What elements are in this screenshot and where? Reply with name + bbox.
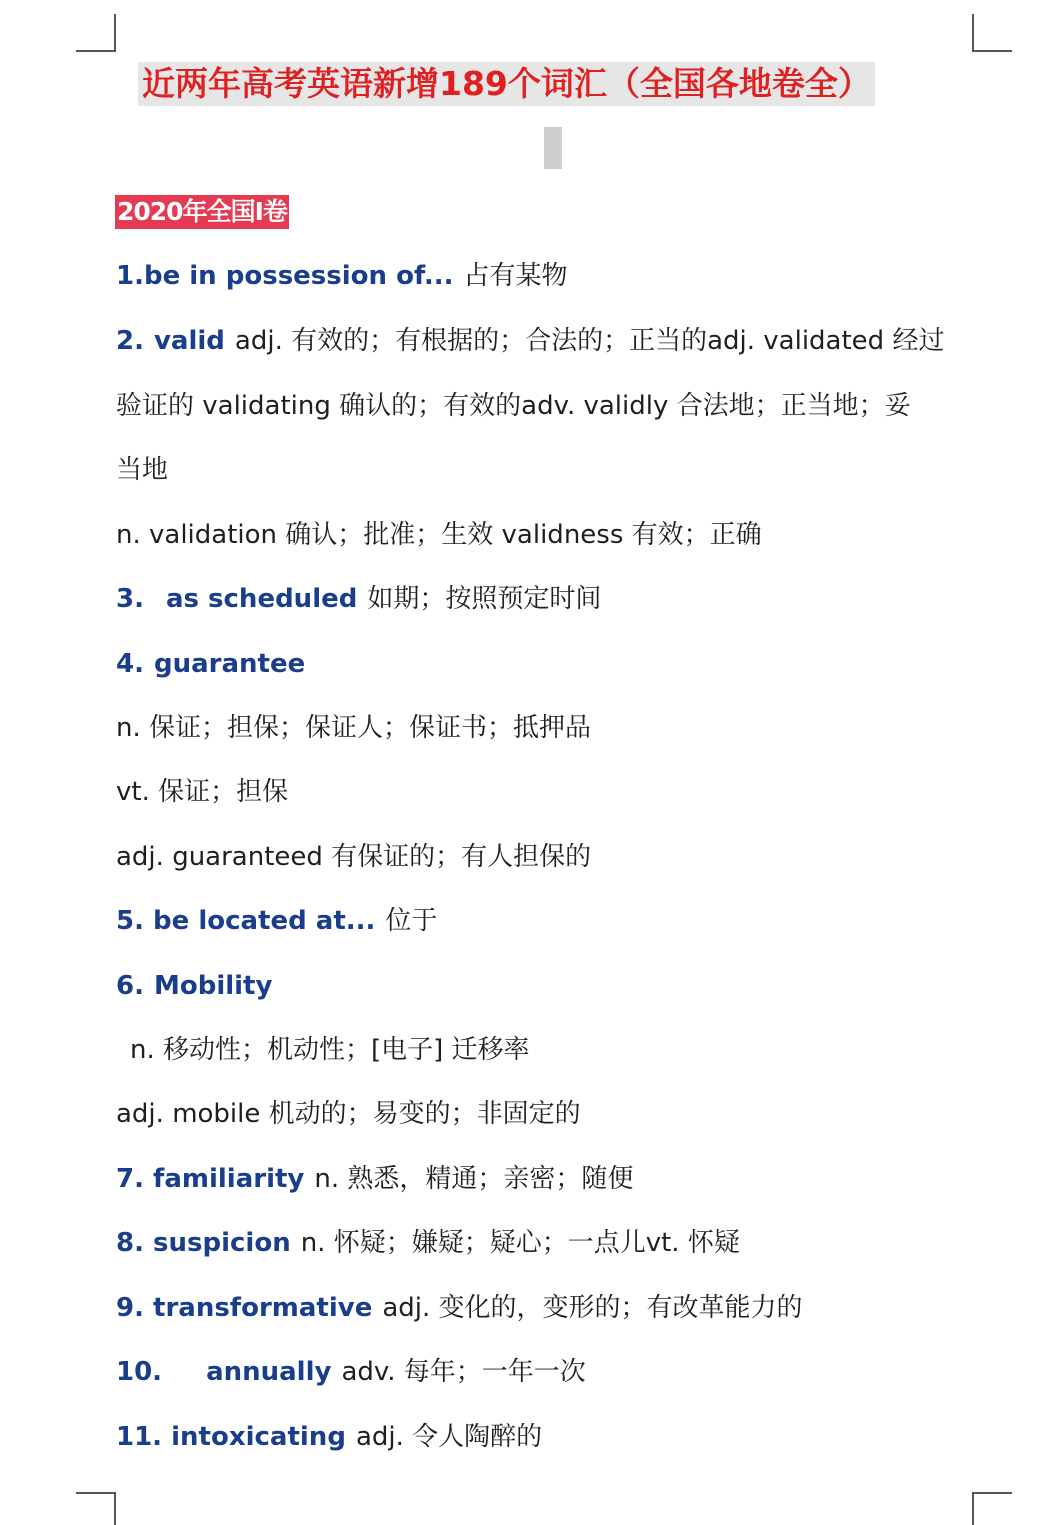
vocab-entry-3 bbox=[116, 581, 601, 617]
vocab-definition: 位于 bbox=[385, 906, 438, 936]
vocab-entry-2-continued: 验证的 validating 确认的；有效的adv. validly 合法地；正当地；妥 bbox=[116, 391, 911, 421]
vocab-entry-8 bbox=[116, 1225, 740, 1261]
vocab-definition: adj. 有效的；有根据的；合法的；正当的adj. validated 经过 bbox=[234, 326, 945, 356]
vocab-entry-2 bbox=[116, 323, 944, 359]
vocab-term: 8. suspicion bbox=[116, 1228, 291, 1258]
vocab-definition: 如期；按照预定时间 bbox=[367, 584, 602, 614]
vocab-term: guarantee bbox=[153, 649, 306, 679]
section-heading: 2020年全国Ⅰ卷 bbox=[115, 195, 289, 229]
vocab-definition: n. 怀疑；嫌疑；疑心；一点儿vt. 怀疑 bbox=[300, 1228, 740, 1258]
vocab-term: valid bbox=[153, 326, 225, 356]
vocab-term: 11. intoxicating bbox=[116, 1422, 346, 1452]
vocab-definition: adv. 每年；一年一次 bbox=[341, 1357, 586, 1387]
vocab-term: 9. transformative bbox=[116, 1293, 373, 1323]
vocab-term: Mobility bbox=[153, 971, 273, 1001]
vocab-definition: n. 熟悉，精通；亲密；随便 bbox=[314, 1164, 634, 1194]
vocab-definition: adj. 令人陶醉的 bbox=[355, 1422, 543, 1452]
vocab-number: 3. bbox=[116, 584, 144, 614]
vocab-entry-4 bbox=[116, 646, 305, 682]
vocab-definition: 占有某物 bbox=[463, 261, 568, 291]
vocab-term: 5. be located at... bbox=[116, 906, 376, 936]
vocab-entry-1 bbox=[116, 258, 567, 294]
vocab-term: 1.be in possession of... bbox=[116, 261, 454, 291]
crop-mark-bottom-right bbox=[972, 1492, 1012, 1525]
vocab-entry-6 bbox=[116, 968, 272, 1004]
crop-mark-top-left bbox=[76, 14, 116, 52]
vocab-entry-4-adjective: adj. guaranteed 有保证的；有人担保的 bbox=[116, 842, 592, 872]
vocab-entry-2-continued: 当地 bbox=[116, 455, 169, 485]
vocab-number: 10. bbox=[116, 1357, 163, 1387]
vocab-entry-6-adjective: adj. mobile 机动的；易变的；非固定的 bbox=[116, 1099, 581, 1129]
vocab-term: annually bbox=[206, 1357, 332, 1387]
vocab-entry-4-verb: vt. 保证；担保 bbox=[116, 777, 289, 807]
vocab-entry-4-noun: n. 保证；担保；保证人；保证书；抵押品 bbox=[116, 713, 592, 743]
crop-mark-bottom-left bbox=[76, 1492, 116, 1525]
text-cursor-marker bbox=[544, 127, 562, 169]
page-title: 近两年高考英语新增189个词汇（全国各地卷全） bbox=[138, 62, 875, 106]
vocab-definition: adj. 变化的，变形的；有改革能力的 bbox=[382, 1293, 803, 1323]
vocab-entry-6-noun: n. 移动性；机动性；[电子] 迁移率 bbox=[130, 1035, 530, 1065]
vocab-term: 7. familiarity bbox=[116, 1164, 305, 1194]
vocab-entry-11 bbox=[116, 1419, 542, 1455]
vocab-number: 2. bbox=[116, 326, 144, 356]
vocab-entry-2-noun: n. validation 确认；批准；生效 validness 有效；正确 bbox=[116, 520, 762, 550]
vocab-number: 6. bbox=[116, 971, 144, 1001]
vocab-entry-10 bbox=[116, 1354, 586, 1390]
vocab-entry-7 bbox=[116, 1161, 633, 1197]
vocab-entry-9 bbox=[116, 1290, 803, 1326]
crop-mark-top-right bbox=[972, 14, 1012, 52]
vocab-entry-5 bbox=[116, 903, 437, 939]
vocab-term: as scheduled bbox=[165, 584, 358, 614]
vocab-number: 4. bbox=[116, 649, 144, 679]
